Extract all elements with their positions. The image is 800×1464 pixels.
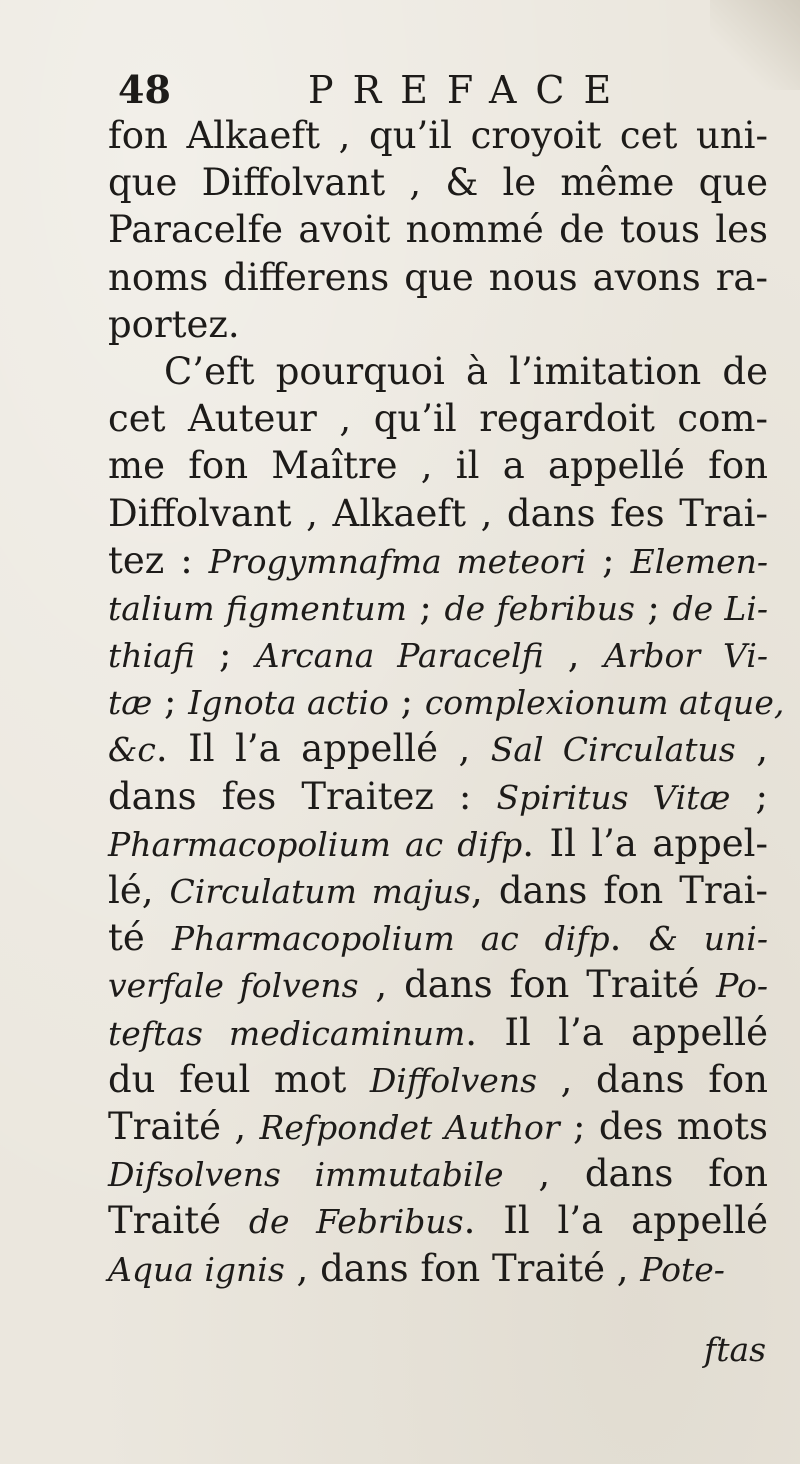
text-line (108, 914, 768, 961)
roman-text: té (108, 916, 172, 960)
text-line (108, 820, 768, 867)
italic-text: Circulatum majus (169, 872, 472, 911)
roman-text: Diffolvant , Alkaeft , dans fes Trai- (108, 491, 768, 535)
text-line (108, 206, 768, 253)
roman-text: . Il l’a appel- (522, 821, 768, 865)
text-line (108, 254, 768, 301)
roman-text: ; (586, 538, 631, 582)
roman-text: Paracelfe avoit nommé de tous les (108, 208, 768, 252)
roman-text: , (735, 727, 768, 771)
text-line (108, 584, 768, 631)
italic-text: complexionum atque, (424, 683, 785, 723)
roman-text: Traité , (108, 1104, 260, 1148)
italic-text: &c (108, 730, 156, 770)
roman-text: ; des mots (559, 1104, 768, 1148)
text-line (108, 442, 768, 489)
italic-text: Ignota actio (188, 683, 389, 723)
roman-text: , (543, 633, 604, 677)
italic-text: Progymnafma meteori (208, 541, 587, 581)
roman-text: , dans fon Trai- (471, 869, 768, 912)
text-line (108, 112, 768, 159)
italic-text: tæ (108, 683, 153, 723)
roman-text: du feul mot (108, 1057, 370, 1101)
roman-text: dans fes Traitez : (108, 774, 497, 818)
roman-text: lé, (108, 869, 170, 912)
text-line (108, 537, 768, 584)
text-line (108, 1197, 768, 1244)
catchword: ftas (704, 1330, 767, 1369)
italic-text: Aqua ignis (108, 1249, 285, 1289)
italic-text: de febribus (444, 588, 635, 628)
text-line (108, 631, 768, 678)
roman-text: C’eft pourquoi à l’imitation de (164, 349, 768, 393)
roman-text: portez. (108, 302, 240, 346)
roman-text: . (609, 916, 649, 960)
text-line (108, 961, 768, 1008)
italic-text: Pharmacopolium ac difp (108, 824, 523, 864)
text-line (108, 1009, 768, 1056)
italic-text: Difsolvens immutabile (108, 1155, 504, 1195)
italic-text: Refpondet Author (259, 1107, 560, 1147)
italic-text: thiafi (108, 636, 195, 676)
italic-text: de Febribus (248, 1202, 464, 1242)
text-line (108, 725, 768, 772)
roman-text: . Il l’a appellé (465, 1010, 768, 1054)
roman-text: ; (388, 680, 425, 724)
text-line (108, 1103, 768, 1150)
page-corner-shadow (710, 0, 800, 90)
roman-text: , dans fon (537, 1057, 768, 1101)
roman-text: ; (406, 585, 445, 629)
text-line (108, 1056, 768, 1103)
text-line (108, 1150, 768, 1197)
page-header (118, 68, 678, 112)
italic-text: teftas medicaminum (108, 1013, 466, 1053)
italic-text: Diffolvens (369, 1060, 538, 1100)
roman-text: noms differens que nous avons ra- (108, 255, 768, 299)
roman-text: ; (152, 680, 189, 724)
running-head: PREFACE (308, 68, 631, 112)
italic-text: Elemen- (630, 541, 769, 581)
page-number: 48 (118, 67, 171, 112)
text-line (108, 395, 768, 442)
italic-text: & uni- (648, 919, 769, 959)
italic-text: Po- (716, 966, 768, 1006)
italic-text: Pharmacopolium ac difp (171, 919, 610, 959)
roman-text: cet Auteur , qu’il regardoit com- (108, 397, 768, 441)
text-line (108, 678, 785, 725)
roman-text: , dans fon (503, 1152, 768, 1196)
text-line (108, 348, 768, 395)
roman-text: , dans fon Traité (358, 963, 717, 1007)
roman-text: tez : (108, 538, 209, 582)
text-line (108, 1245, 768, 1292)
roman-text: ; (634, 585, 673, 629)
italic-text: Pote- (640, 1249, 725, 1289)
roman-text: me fon Maître , il a appellé fon (108, 444, 768, 488)
roman-text: . Il l’a appellé (463, 1199, 768, 1243)
italic-text: Arbor Vi- (603, 636, 768, 676)
roman-text: , dans fon Traité , (284, 1246, 641, 1290)
roman-text: fon Alkaeft , qu’il croyoit cet uni- (108, 114, 768, 157)
text-line (108, 301, 768, 348)
text-line (108, 490, 768, 537)
roman-text: Traité (108, 1199, 249, 1243)
italic-text: verfale folvens (108, 966, 359, 1006)
roman-text: ; (194, 633, 256, 677)
italic-text: Arcana Paracelfi (255, 636, 544, 676)
roman-text: ; (730, 774, 769, 818)
italic-text: Spiritus Vitæ (496, 777, 731, 817)
text-line (108, 867, 768, 914)
text-line (108, 773, 768, 820)
roman-text: . Il l’a appellé , (155, 727, 491, 771)
italic-text: Sal Circulatus (490, 730, 736, 770)
italic-text: talium figmentum (108, 588, 407, 628)
body-text (108, 112, 785, 1292)
italic-text: de Li- (672, 588, 768, 628)
text-line (108, 159, 768, 206)
roman-text: que Diffolvant , & le même que (108, 161, 768, 205)
